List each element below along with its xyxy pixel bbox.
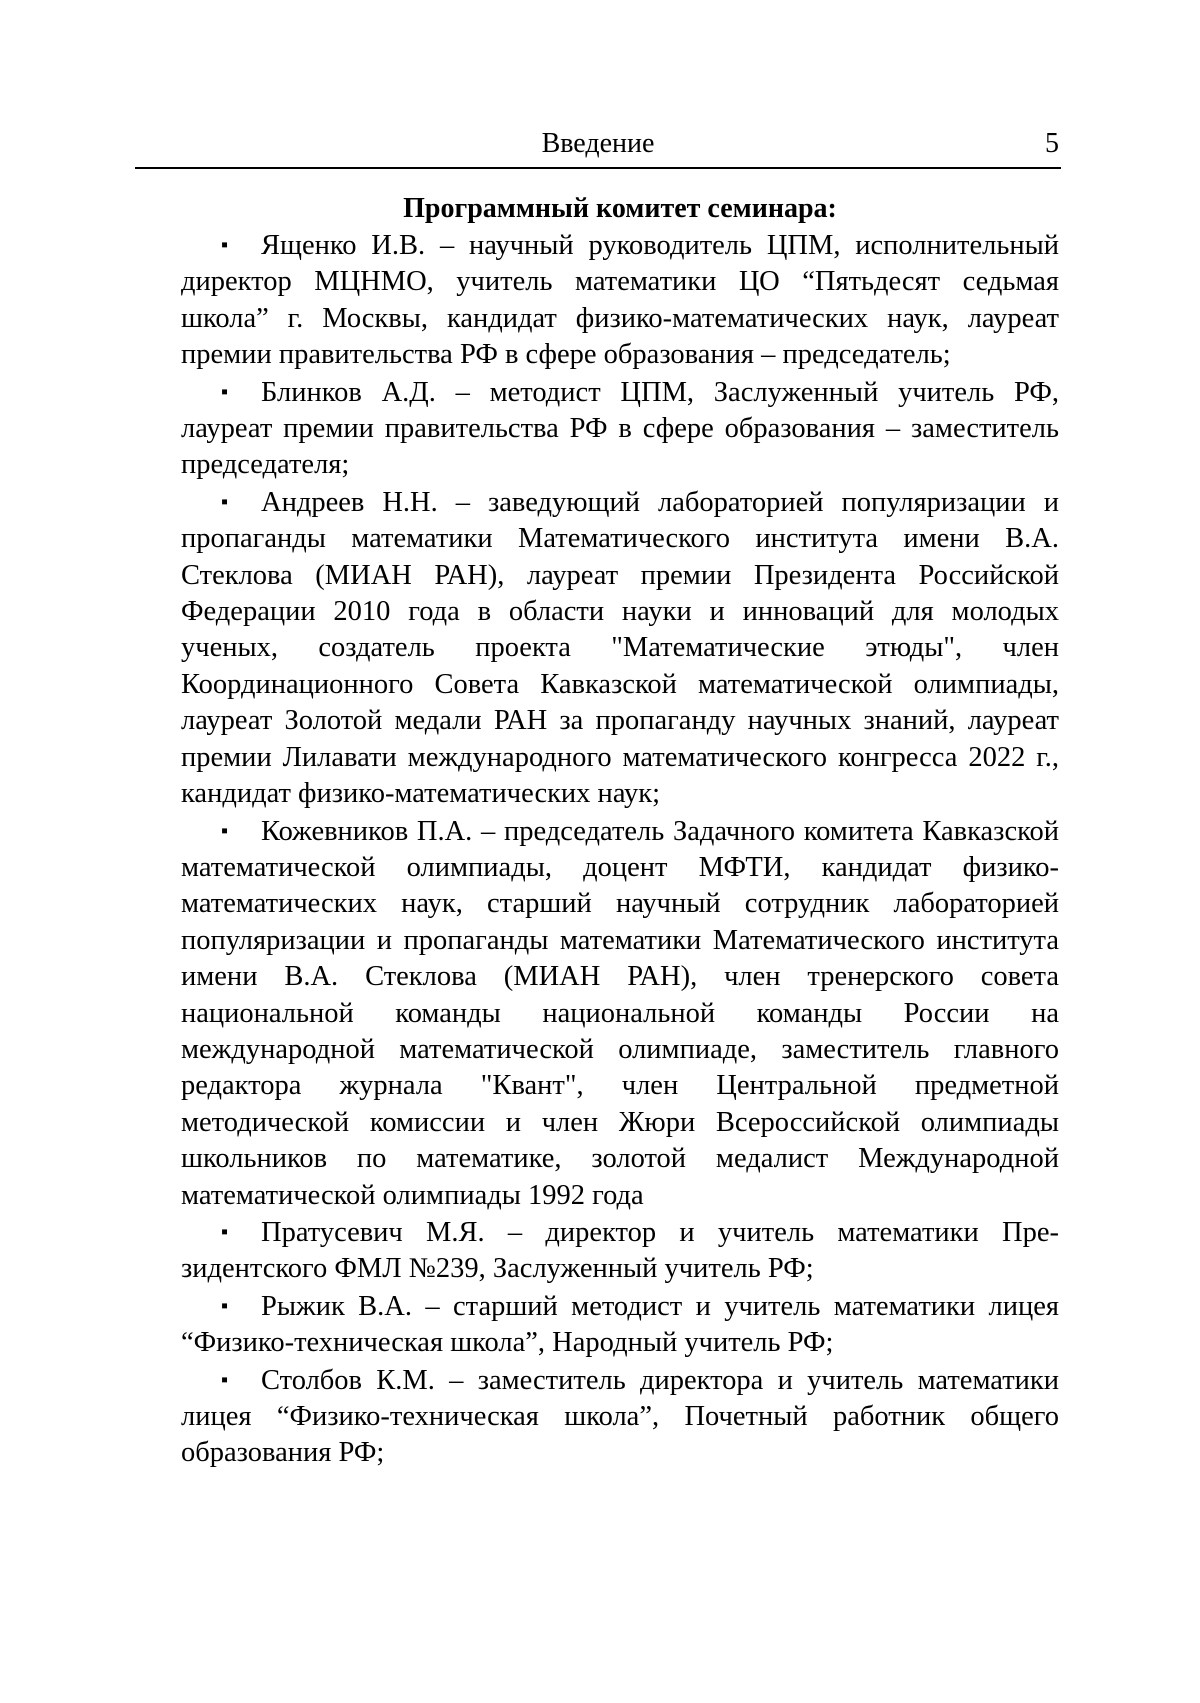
member-item [181,374,1059,484]
member-text: Блинков А.Д. – методист ЦПМ, Заслуженный учитель РФ, лауреат премии правительства РФ в сфере образования – замес­титель председателя; [181,377,1059,481]
member-item [181,1214,1059,1288]
page-content [181,191,1059,1472]
member-text: Столбов К.М. – заместитель директора и учитель матема­тики лицея “Физико-техническая школа”, Почетный работник общего образования РФ; [181,1365,1059,1469]
bullet-icon: ▪ [221,1288,261,1324]
page-number: 5 [1045,127,1059,161]
member-item [181,1362,1059,1472]
member-item [181,484,1059,813]
bullet-icon: ▪ [221,374,261,410]
member-item [181,227,1059,374]
bullet-icon: ▪ [221,1214,261,1250]
member-text: Пратусевич М.Я. – директор и учитель математики Пре­зидентского ФМЛ №239, Заслуженный учитель РФ; [181,1217,1059,1284]
member-text: Андреев Н.Н. – заведующий лабораторией популяризации и пропаганды математики Математического института имени В.А. Стеклова (МИАН РАН), лауреат премии Президента Рос­сийской Федерации 2010 года в области науки и инноваций для молодых ученых, создатель проекта "Математические этюды", член Координационного Совета Кавказской математической олимпиады, лауреат Золотой медали РАН за пропаганду науч­ных знаний, лауреат премии Лилавати международного мате­матического конгресса 2022 г., кандидат физико-математических наук; [181,487,1059,809]
running-header [135,125,1061,169]
member-item [181,813,1059,1214]
member-text: Рыжик В.А. – старший методист и учитель математики лицея “Физико-техническая школа”, Народный учитель РФ; [181,1291,1059,1358]
bullet-icon: ▪ [221,1362,261,1398]
bullet-icon: ▪ [221,484,261,520]
member-text: Ященко И.В. – научный руководитель ЦПМ, исполни­тельный директор МЦНМО, учитель математики ЦО “Пятьде­сят седьмая школа” г. Москвы, кандидат физико-математических наук, лауреат премии правительства РФ в сфере образования – председатель; [181,230,1059,370]
member-item [181,1288,1059,1362]
member-text: Кожевников П.А. – председатель Задачного комитета Кав­казской математической олимпиады, доцент МФТИ, кандидат физико-математических наук, старший научный сотрудник ла­бораторией популяризации и пропаганды математики Матема­тического института имени В.А. Стеклова (МИАН РАН), член тренерского совета национальной команды национальной ко­манды России на международной математической олимпиаде, заместитель главного редактора журнала "Квант", член Цен­тральной предметной методической комиссии и член Жюри Всероссийской олимпиады школьников по математике, золотой медалист Международной математической олимпиады 1992 года [181,816,1059,1211]
header-title: Введение [135,127,1061,161]
section-heading: Программный комитет семинара: [181,191,1059,227]
bullet-icon: ▪ [221,227,261,263]
bullet-icon: ▪ [221,813,261,849]
